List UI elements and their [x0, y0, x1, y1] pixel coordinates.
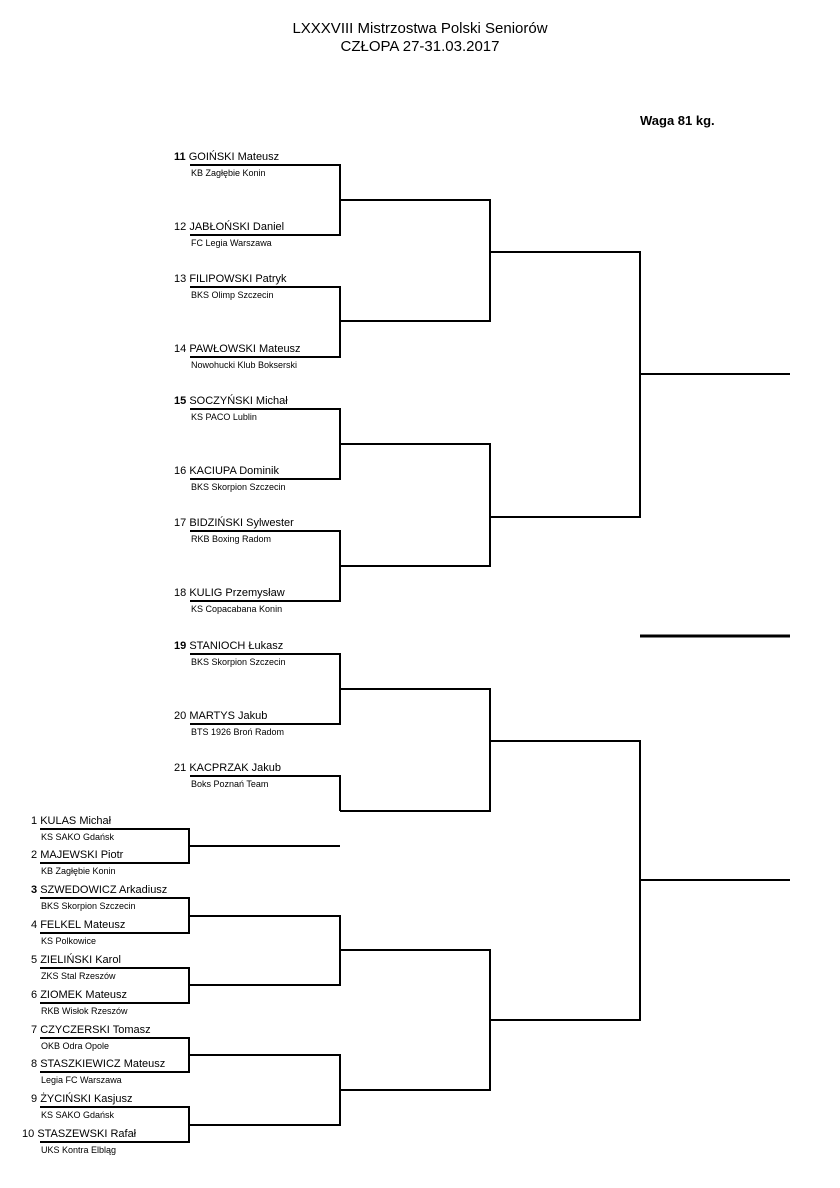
competitor-club: KS Copacabana Konin [191, 604, 283, 614]
bracket-line [189, 916, 340, 985]
competitor-club: BKS Skorpion Szczecin [191, 482, 286, 492]
competitor-name: 20 MARTYS Jakub [174, 710, 268, 722]
competitor-club: KS SAKO Gdańsk [41, 832, 115, 842]
competitor-club: OKB Odra Opole [41, 1041, 110, 1051]
competitor-club: RKB Wisłok Rzeszów [41, 1006, 128, 1016]
bracket-line [340, 950, 490, 1090]
bracket-line [490, 252, 640, 517]
competitor-name: 7 CZYCZERSKI Tomasz [31, 1024, 151, 1036]
competitor-club: FC Legia Warszawa [191, 238, 272, 248]
competitor-club: UKS Kontra Elbląg [41, 1145, 117, 1155]
competitor-name: 1 KULAS Michał [31, 815, 112, 827]
competitor-name: 9 ŻYCIŃSKI Kasjusz [31, 1093, 133, 1105]
bracket-line [340, 200, 490, 321]
competitor-name: 2 MAJEWSKI Piotr [31, 849, 124, 861]
competitor-name: 16 KACIUPA Dominik [174, 465, 279, 477]
competitor-club: Nowohucki Klub Bokserski [191, 360, 298, 370]
competitor-club: KB Zagłębie Konin [191, 168, 266, 178]
competitor-club: KB Zagłębie Konin [41, 866, 116, 876]
competitor-club: BKS Skorpion Szczecin [191, 657, 286, 667]
competitor-name: 6 ZIOMEK Mateusz [31, 989, 127, 1001]
competitor-club: BKS Olimp Szczecin [191, 290, 274, 300]
competitor-club: BKS Skorpion Szczecin [41, 901, 136, 911]
competitor-name: 21 KACPRZAK Jakub [174, 762, 282, 774]
competitor-name: 17 BIDZIŃSKI Sylwester [174, 517, 294, 529]
competitor-name: 13 FILIPOWSKI Patryk [174, 273, 287, 285]
competitor-club: KS SAKO Gdańsk [41, 1110, 115, 1120]
weight-class: Waga 81 kg. [640, 113, 715, 128]
competitor-club: ZKS Stal Rzeszów [41, 971, 116, 981]
event-subtitle: CZŁOPA 27-31.03.2017 [340, 38, 500, 55]
competitor-name: 8 STASZKIEWICZ Mateusz [31, 1058, 166, 1070]
competitor-name: 14 PAWŁOWSKI Mateusz [174, 343, 301, 355]
competitor-club: KS PACO Lublin [191, 412, 257, 422]
competitor-name: 11 GOIŃSKI Mateusz [174, 151, 280, 163]
competitor-club: KS Polkowice [41, 936, 97, 946]
competitor-name: 19 STANIOCH Łukasz [174, 640, 284, 652]
bracket-line [340, 444, 490, 566]
competitor-club: Boks Poznań Team [191, 779, 269, 789]
bracket-line [490, 741, 640, 1020]
event-title: LXXXVIII Mistrzostwa Polski Seniorów [292, 20, 548, 37]
bracket-line [189, 1055, 340, 1125]
competitor-name: 18 KULIG Przemysław [174, 587, 285, 599]
competitor-club: BTS 1926 Broń Radom [191, 727, 285, 737]
bracket-line [340, 689, 490, 811]
competitor-name: 15 SOCZYŃSKI Michał [174, 395, 288, 407]
competitor-name: 10 STASZEWSKI Rafał [22, 1128, 137, 1140]
competitor-club: Legia FC Warszawa [41, 1075, 122, 1085]
competitor-name: 12 JABŁOŃSKI Daniel [174, 221, 285, 233]
competitor-name: 5 ZIELIŃSKI Karol [31, 954, 121, 966]
competitor-name: 3 SZWEDOWICZ Arkadiusz [31, 884, 168, 896]
competitor-club: RKB Boxing Radom [191, 534, 272, 544]
competitor-name: 4 FELKEL Mateusz [31, 919, 126, 931]
